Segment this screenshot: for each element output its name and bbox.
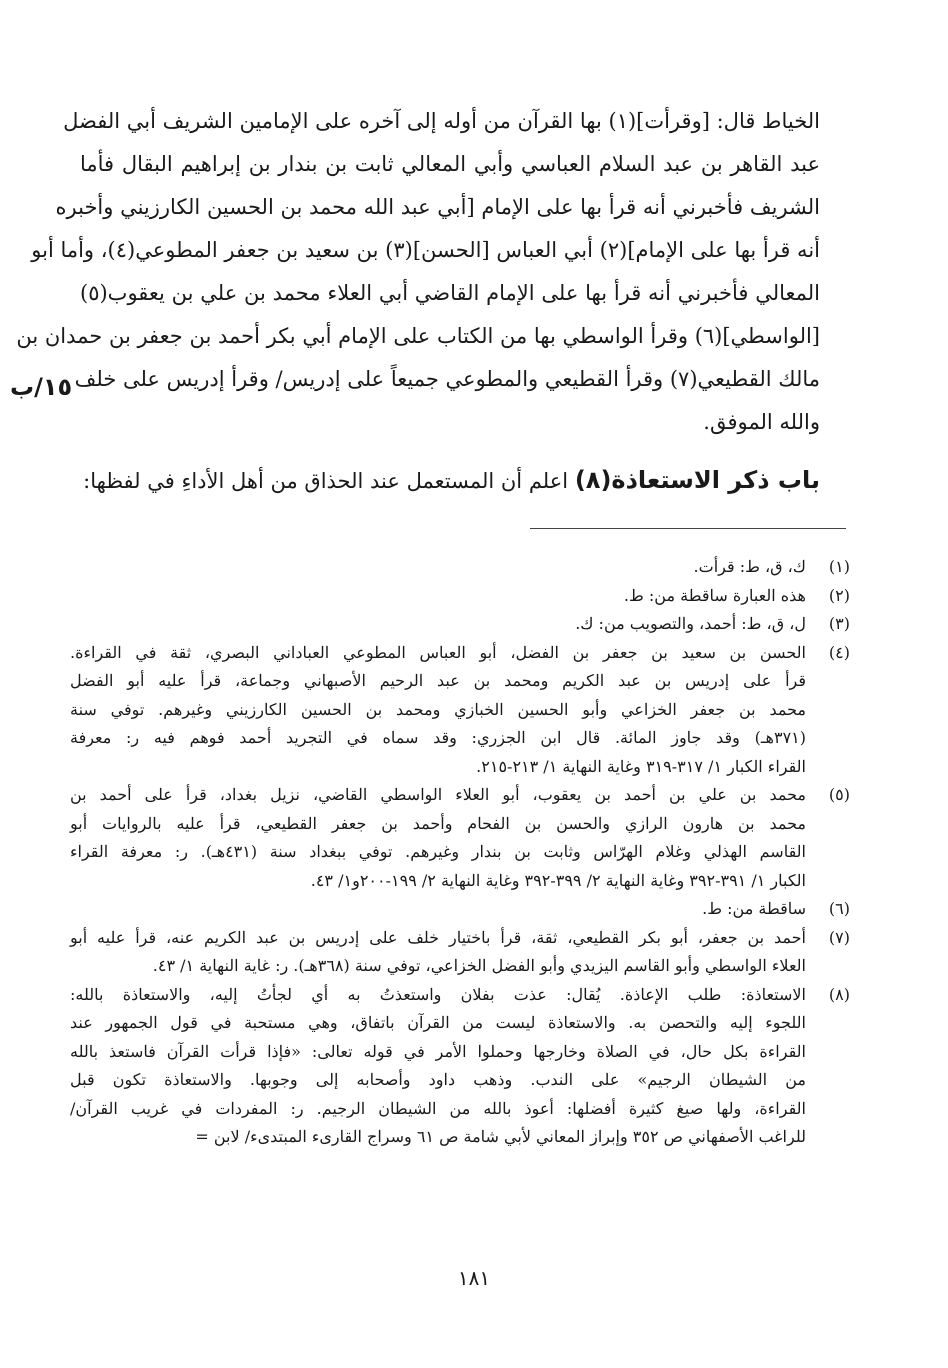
- footnote-line: اللجوء إليه والتحصن به. والاستعاذة ليست من القرآن باتفاق، وهي مستحبة في قول الجمهور عند: [70, 1013, 806, 1032]
- footnote-5: [70, 781, 850, 895]
- main-text-line: الشريف فأخبرني أنه قرأ بها على الإمام [أبي عبد الله محمد بن الحسين الكارزيني وأخبره: [55, 195, 820, 219]
- footnote-3: [70, 610, 850, 639]
- footnote-line: ل، ق، ط: أحمد، والتصويب من: ك.: [575, 614, 806, 633]
- footnote-2: [70, 582, 850, 611]
- footnote-line: الاستعاذة: طلب الإعاذة. يُقال: عذت بفلان واستعذتُ به أي لجأتُ إليه، والاستعاذة بالله:: [70, 984, 806, 1004]
- footnote-8: [70, 981, 850, 1152]
- footnote-line: محمد بن هارون الرازي والحسن بن الفحام وأحمد بن جعفر القطيعي، قرأ عليه بالروايات أبو: [70, 813, 806, 833]
- footnote-line: للراغب الأصفهاني ص ٣٥٢ وإبراز المعاني لأبي شامة ص ٦١ وسراج القارىء المبتدىء/ لابن =: [195, 1127, 806, 1146]
- footnote-line: ك، ق، ط: قرأت.: [693, 557, 806, 576]
- footnote-line: ساقطة من: ط.: [702, 899, 806, 918]
- chapter-title: باب ذكر الاستعاذة(٨): [574, 466, 820, 494]
- main-text-line: مالك القطيعي(٧) وقرأ القطيعي والمطوعي جميعاً على إدريس/ وقرأ إدريس على خلف: [74, 367, 820, 391]
- chapter-intro-text: اعلم أن المستعمل عند الحذاق من أهل الأداءِ في لفظها:: [83, 469, 569, 493]
- footnote-line: (٣٧١هـ) وقد جاوز المائة. قال ابن الجزري: وقد سماه في التجريد أحمد فوهم فيه ر: معرفة: [70, 728, 806, 747]
- main-text-line: المعالي فأخبرني أنه قرأ بها على الإمام القاضي أبي العلاء محمد بن علي بن يعقوب(٥): [80, 281, 820, 305]
- footnote-line: العلاء الواسطي وأبو القاسم اليزيدي وأبو الفضل الخزاعي، توفي سنة (٣٦٨هـ). ر: غاية النهاية ١/ ٤٣.: [152, 956, 806, 975]
- footnote-line: الحسن بن سعيد بن جعفر بن الفضل، أبو العباس المطوعي العباداني البصري، ثقة في القراءة.: [70, 642, 806, 662]
- footnote-line: محمد بن علي بن أحمد بن يعقوب، أبو العلاء الواسطي القاضي، نزيل بغداد، قرأ على أحمد بن: [70, 785, 806, 804]
- footnote-number: (١): [828, 557, 850, 576]
- footnote-number: (٢): [828, 585, 850, 605]
- footnote-number: (٦): [828, 899, 850, 918]
- main-text-line: أنه قرأ بها على الإمام](٢) أبي العباس [الحسن](٣) بن سعيد بن جعفر المطوعي(٤)، وأما أبو: [31, 238, 820, 262]
- footnote-line: القراء الكبار ١/ ٣١٧-٣١٩ وغاية النهاية ١/ ٢١٣-٢١٥.: [476, 756, 806, 776]
- footnote-line: الكبار ١/ ٣٩١-٣٩٢ وغاية النهاية ٢/ ٣٩٩-٣٩٢ وغاية النهاية ٢/ ١٩٩-٢٠٠و١/ ٤٣.: [310, 870, 806, 890]
- footnote-number: (٤): [828, 642, 850, 662]
- footnote-number: (٧): [828, 927, 850, 947]
- footnote-number: (٥): [828, 785, 850, 804]
- footnote-number: (٨): [828, 984, 850, 1004]
- footnote-line: محمد بن جعفر الخزاعي وأبو الحسين الخبازي ومحمد بن الحسين الكارزيني وغيرهم. توفي سنة: [70, 699, 806, 719]
- footnote-line: القاسم الهذلي وغلام الهرّاس وثابت بن بندار وغيرهم. توفي ببغداد سنة (٤٣١هـ). ر: معرفة القراء: [70, 842, 806, 861]
- chapter-heading: [83, 460, 820, 501]
- page-number: ١٨١: [457, 1266, 491, 1290]
- footnote-7: [70, 924, 850, 981]
- main-text-line: [الواسطي](٦) وقرأ الواسطي بها من الكتاب على الإمام أبي بكر أحمد بن جعفر بن حمدان بن: [16, 324, 820, 348]
- footnote-line: أحمد بن جعفر، أبو بكر القطيعي، ثقة، قرأ باختيار خلف على إدريس بن عبد الكريم عنه، قرأ عليه أبو: [70, 927, 806, 947]
- footnote-number: (٣): [828, 614, 850, 633]
- footnotes: [70, 553, 850, 1152]
- main-text-line: عبد القاهر بن عبد السلام العباسي وأبي المعالي ثابت بن بندار بن إبراهيم البقال فأما: [80, 152, 820, 176]
- footnote-line: القراءة، ولها صيغ كثيرة أفضلها: أعوذ بالله من الشيطان الرجيم. ر: المفردات في غريب القرآن/: [70, 1098, 806, 1118]
- manuscript-folio-marker: ١٥/ب: [10, 373, 73, 401]
- footnote-6: [70, 895, 850, 924]
- footnote-line: هذه العبارة ساقطة من: ط.: [623, 585, 806, 605]
- footnote-line: قرأ على إدريس بن عبد الكريم ومحمد بن عبد الرحيم الأصبهاني وجماعة، قرأ عليه أبو الفضل: [70, 671, 806, 690]
- footnote-line: من الشيطان الرجيم» على الندب. وذهب داود وأصحابه إلى وجوبها. والاستعاذة تكون قبل: [70, 1070, 806, 1089]
- main-text-line: والله الموفق.: [703, 410, 820, 434]
- main-text-line: الخياط قال: [وقرأت](١) بها القرآن من أوله إلى آخره على الإمامين الشريف أبي الفضل: [63, 109, 820, 133]
- footnote-4: [70, 639, 850, 782]
- footnote-1: [70, 553, 850, 582]
- footnote-separator: [530, 528, 846, 529]
- footnote-line: القراءة بكل حال، في الصلاة وخارجها وحملوا الأمر في قوله تعالى: «فإذا قرأت القرآن فاستعذ بالله: [70, 1041, 806, 1061]
